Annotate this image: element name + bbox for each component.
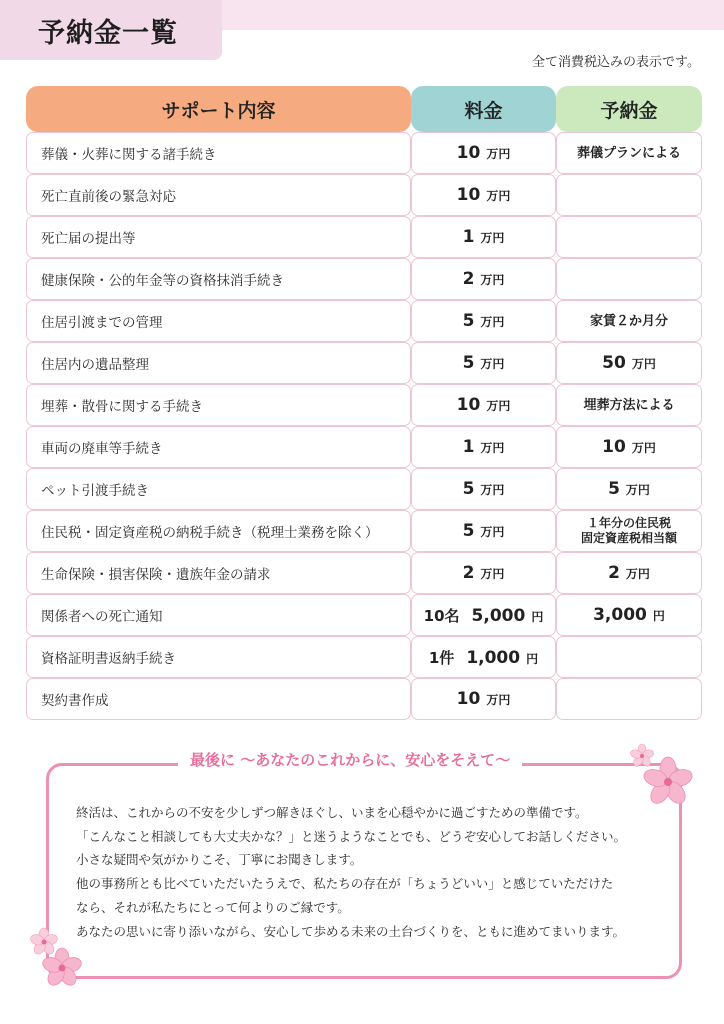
deposit-cell xyxy=(556,468,702,510)
deposit-number: 10 xyxy=(602,437,626,457)
deposit-number: 2 xyxy=(608,563,620,583)
closing-line: 小さな疑問や気がかりこそ、丁寧にお聞きします。 xyxy=(76,852,363,868)
closing-line: なら、それが私たちにとって何よりのご縁です。 xyxy=(76,899,350,915)
support-item-cell: 死亡直前後の緊急対応 xyxy=(26,174,411,216)
fee-amount xyxy=(424,605,544,626)
deposit-text: 家賃２か月分 xyxy=(589,313,668,329)
fee-cell xyxy=(411,594,556,636)
support-item-cell: 関係者への死亡通知 xyxy=(26,594,411,636)
deposit-cell xyxy=(556,636,702,678)
deposit-number: 5 xyxy=(608,479,620,499)
deposit-text-line: 固定資産税相当額 xyxy=(580,531,677,545)
fee-number: 5 xyxy=(462,311,475,331)
fee-cell xyxy=(411,552,556,594)
deposit-unit: 万円 xyxy=(631,357,656,371)
fee-unit: 万円 xyxy=(480,567,505,581)
fee-amount xyxy=(463,227,505,247)
fee-cell xyxy=(411,216,556,258)
deposit-cell xyxy=(556,426,702,468)
deposit-text-line: １年分の住民税 xyxy=(586,516,671,530)
table-row xyxy=(26,258,702,300)
fee-unit: 万円 xyxy=(480,315,505,329)
deposit-cell xyxy=(556,216,702,258)
deposit-unit: 万円 xyxy=(631,441,656,455)
fee-quantity: 10名 xyxy=(423,606,460,625)
fee-number: 10 xyxy=(456,143,481,163)
tax-note: 全て消費税込みの表示です。 xyxy=(532,55,700,70)
support-item-cell: 車両の廃車等手続き xyxy=(26,426,411,468)
fee-unit: 万円 xyxy=(486,399,511,413)
closing-heading-wrap xyxy=(178,749,522,770)
deposit-unit: 万円 xyxy=(625,567,650,581)
header-fee: 料金 xyxy=(411,86,556,132)
closing-heading: 最後に ～あなたのこれからに、安心をそえて～ xyxy=(190,751,511,769)
support-item-cell: 住居引渡までの管理 xyxy=(26,300,411,342)
fee-cell xyxy=(411,678,556,720)
fee-unit: 万円 xyxy=(480,273,505,287)
deposit-cell xyxy=(556,552,702,594)
fee-cell xyxy=(411,468,556,510)
fee-cell xyxy=(411,636,556,678)
closing-message-body xyxy=(76,801,676,943)
deposit-amount xyxy=(593,605,665,625)
fee-unit: 万円 xyxy=(480,231,505,245)
support-item-cell: 葬儀・火葬に関する諸手続き xyxy=(26,132,411,174)
deposit-amount xyxy=(608,563,650,583)
fee-number: 10 xyxy=(456,395,481,415)
fee-unit: 円 xyxy=(531,609,544,624)
table-row xyxy=(26,216,702,258)
fee-number: 1 xyxy=(462,437,475,457)
fee-amount xyxy=(457,143,511,163)
fee-number: 2 xyxy=(462,269,475,289)
deposit-cell xyxy=(556,678,702,720)
support-item-cell: ペット引渡手続き xyxy=(26,468,411,510)
table-row xyxy=(26,384,702,426)
fee-cell xyxy=(411,132,556,174)
deposit-cell xyxy=(556,258,702,300)
support-item-cell: 生命保険・損害保険・遺族年金の請求 xyxy=(26,552,411,594)
deposit-amount xyxy=(602,437,656,457)
deposit-cell xyxy=(556,342,702,384)
support-item-cell: 健康保険・公的年金等の資格抹消手続き xyxy=(26,258,411,300)
support-item-cell: 埋葬・散骨に関する手続き xyxy=(26,384,411,426)
table-row xyxy=(26,468,702,510)
fee-number: 5 xyxy=(462,353,475,373)
deposit-text: 葬儀プランによる xyxy=(576,145,681,161)
fee-cell xyxy=(411,258,556,300)
deposit-cell xyxy=(556,594,702,636)
fee-amount xyxy=(457,395,511,415)
fee-amount xyxy=(463,269,505,289)
fee-table xyxy=(26,132,702,720)
deposit-cell xyxy=(556,384,702,426)
fee-cell xyxy=(411,510,556,552)
table-row xyxy=(26,678,702,720)
fee-number: 5 xyxy=(462,521,475,541)
fee-number: 1 xyxy=(462,227,475,247)
sakura-flower-icon xyxy=(630,742,700,812)
fee-unit: 万円 xyxy=(486,693,511,707)
header-deposit: 予納金 xyxy=(556,86,702,132)
fee-unit: 万円 xyxy=(480,525,505,539)
support-item-cell: 死亡届の提出等 xyxy=(26,216,411,258)
deposit-unit: 円 xyxy=(652,609,665,623)
fee-number: 5 xyxy=(462,479,475,499)
table-row xyxy=(26,552,702,594)
fee-amount xyxy=(429,647,538,668)
deposit-amount xyxy=(602,353,656,373)
deposit-cell xyxy=(556,300,702,342)
deposit-number: 50 xyxy=(602,353,626,373)
sakura-flower-icon xyxy=(22,920,88,992)
fee-amount xyxy=(463,521,505,541)
fee-cell xyxy=(411,174,556,216)
fee-unit: 万円 xyxy=(480,441,505,455)
fee-amount xyxy=(457,185,511,205)
fee-amount xyxy=(457,689,511,709)
fee-cell xyxy=(411,342,556,384)
fee-amount xyxy=(463,479,505,499)
closing-line: 終活は、これからの不安を少しずつ解きほぐし、いまを心穏やかに過ごすための準備です。 xyxy=(76,805,588,820)
fee-unit: 万円 xyxy=(480,483,505,497)
fee-number: 10 xyxy=(456,185,481,205)
deposit-number: 3,000 xyxy=(593,605,647,625)
fee-cell xyxy=(411,426,556,468)
deposit-cell xyxy=(556,132,702,174)
deposit-cell xyxy=(556,174,702,216)
deposit-amount xyxy=(608,479,650,499)
fee-unit: 万円 xyxy=(486,147,511,161)
table-row xyxy=(26,174,702,216)
support-item-cell: 契約書作成 xyxy=(26,678,411,720)
table-row xyxy=(26,510,702,552)
closing-line: あなたの思いに寄り添いながら、安心して歩める未来の土台づくりを、ともに進めてまいります。 xyxy=(76,923,626,939)
fee-unit: 万円 xyxy=(486,189,511,203)
closing-line: 「こんなこと相談しても大丈夫かな？」と迷うようなことでも、どうぞ安心してお話しください。 xyxy=(76,828,627,844)
fee-number: 1,000 xyxy=(466,647,521,668)
fee-number: 10 xyxy=(456,689,481,709)
table-row xyxy=(26,342,702,384)
fee-unit: 万円 xyxy=(480,357,505,371)
table-row xyxy=(26,636,702,678)
support-item-cell: 住民税・固定資産税の納税手続き（税理士業務を除く） xyxy=(26,510,411,552)
fee-amount xyxy=(463,353,505,373)
page-title: 予納金一覧 xyxy=(38,18,178,49)
fee-cell xyxy=(411,384,556,426)
deposit-text: 埋葬方法による xyxy=(583,397,675,413)
fee-number: 5,000 xyxy=(471,605,526,626)
fee-amount xyxy=(463,563,505,583)
closing-line: 他の事務所とも比べていただいたうえで、私たちの存在が「ちょうどいい」と感じていただけた xyxy=(76,876,614,892)
fee-amount xyxy=(463,437,505,457)
table-row xyxy=(26,132,702,174)
table-row xyxy=(26,300,702,342)
support-item-cell: 資格証明書返納手続き xyxy=(26,636,411,678)
fee-amount xyxy=(463,311,505,331)
fee-unit: 円 xyxy=(526,651,539,666)
table-row xyxy=(26,594,702,636)
fee-cell xyxy=(411,300,556,342)
deposit-unit: 万円 xyxy=(625,483,650,497)
header-support-content: サポート内容 xyxy=(26,86,411,132)
deposit-cell xyxy=(556,510,702,552)
support-item-cell: 住居内の遺品整理 xyxy=(26,342,411,384)
fee-quantity: 1件 xyxy=(428,648,455,667)
fee-number: 2 xyxy=(462,563,475,583)
table-row xyxy=(26,426,702,468)
